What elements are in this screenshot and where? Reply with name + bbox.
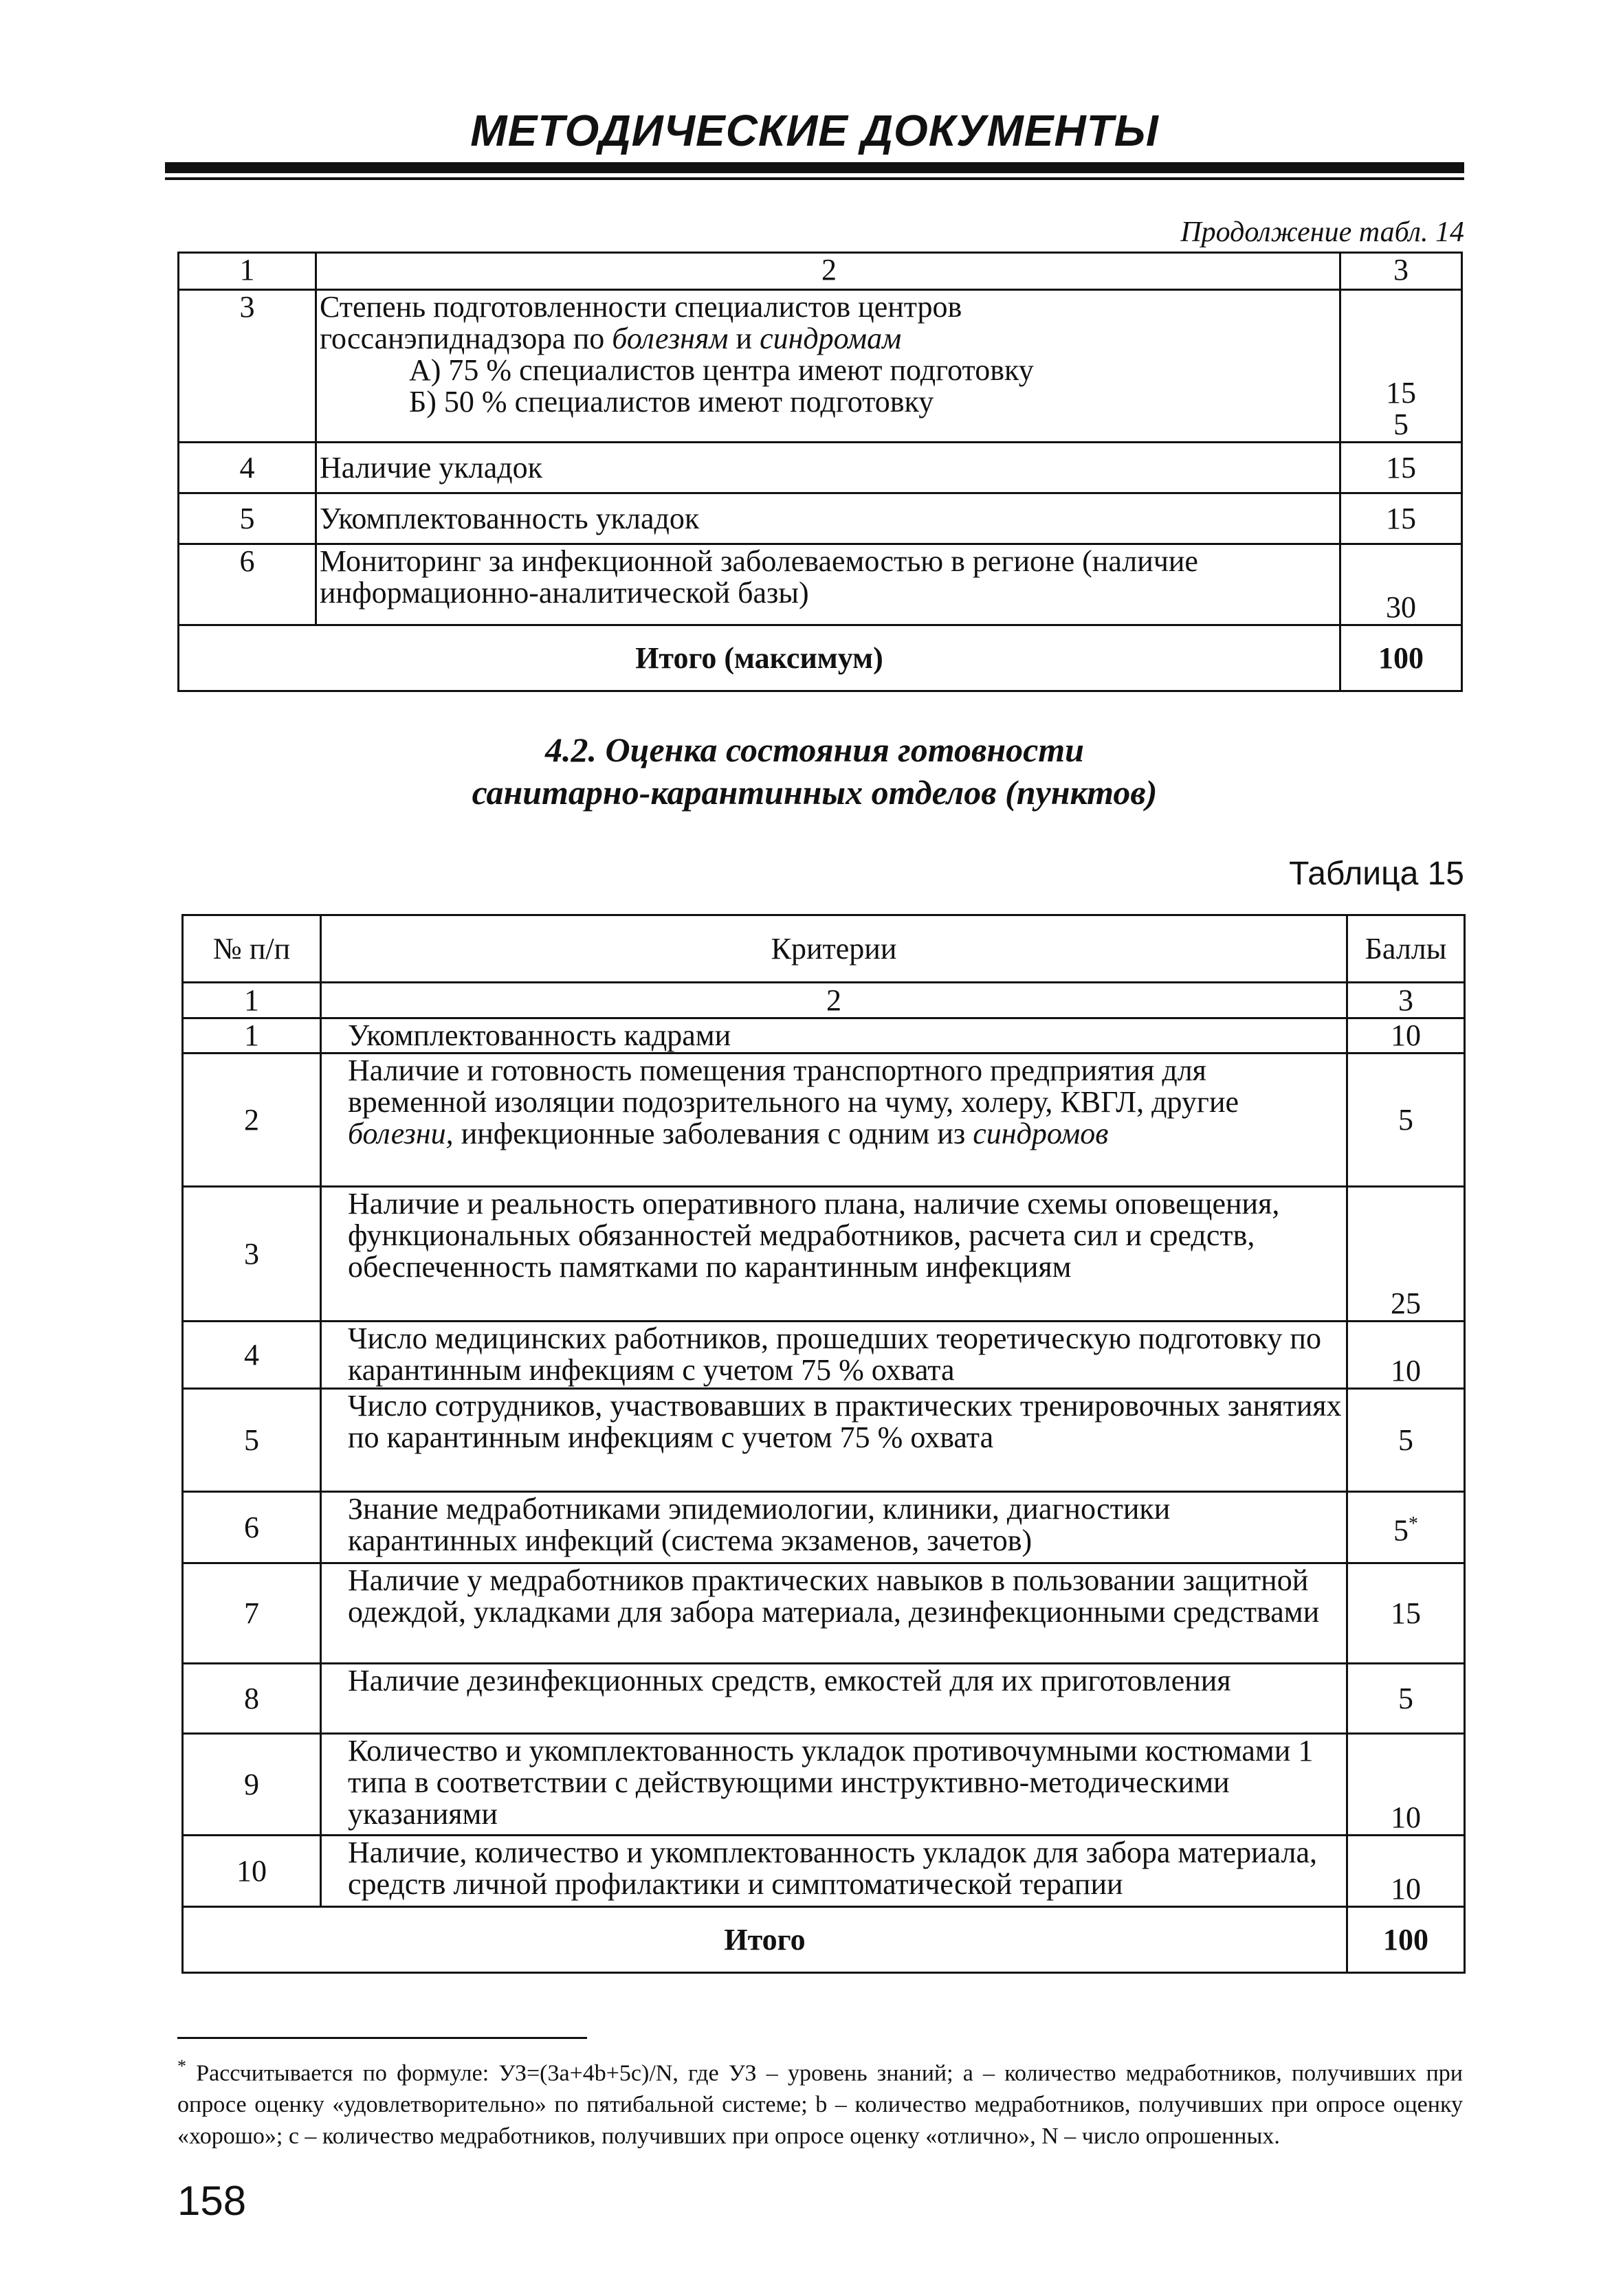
criterion-text: Наличие у медработников практических навыков в пользовании защитной одеждой, укладками для забора материала, дезинфекционными средствами: [321, 1563, 1347, 1664]
section-title-line: 4.2. Оценка состояния готовности: [545, 731, 1084, 769]
criterion-text: [316, 290, 1340, 443]
section-title-line: санитарно-карантинных отделов (пунктов): [472, 773, 1158, 812]
points-value: 15: [1340, 493, 1462, 544]
points-value: 15: [1386, 376, 1416, 410]
row-number: 6: [179, 544, 316, 625]
running-head-title: МЕТОДИЧЕСКИЕ ДОКУМЕНТЫ: [470, 106, 1159, 155]
criterion-text: Мониторинг за инфекционной заболеваемостью в регионе (наличие информационно-аналитической базы): [316, 544, 1340, 625]
col-number-3: 3: [1347, 983, 1465, 1018]
points-value: 10: [1347, 1322, 1465, 1389]
table-15: [181, 914, 1466, 1974]
row-number: 6: [183, 1492, 321, 1563]
criterion-text: Наличие, количество и укомплектованность укладок для забора материала, средств личной профилактики и симптоматической терапии: [321, 1836, 1347, 1907]
table-row: [179, 253, 1462, 290]
total-value: 100: [1347, 1907, 1465, 1973]
footnote-marker: *: [1409, 1513, 1418, 1535]
total-label: Итого (максимум): [179, 625, 1340, 691]
table-row: [183, 1389, 1465, 1492]
points-cell: [1340, 290, 1462, 443]
header-criteria: Критерии: [321, 915, 1347, 983]
table-row: [179, 493, 1462, 544]
sub-item-a: А) 75 % специалистов центра имеют подготовку: [409, 353, 1034, 387]
table-row: [183, 1734, 1465, 1836]
table-row: [183, 1018, 1465, 1054]
criterion-text: Знание медработниками эпидемиологии, клиники, диагностики карантинных инфекций (система экзаменов, зачетов): [321, 1492, 1347, 1563]
row-number: 4: [183, 1322, 321, 1389]
criterion-text: Количество и укомплектованность укладок противочумными костюмами 1 типа в соответствии с действующими инструктивно-методическими указаниями: [321, 1734, 1347, 1836]
points-value: 10: [1347, 1734, 1465, 1836]
points-value: 10: [1347, 1018, 1465, 1054]
sub-item-b: Б) 50 % специалистов имеют подготовку: [409, 385, 934, 419]
points-value: 5: [1393, 1513, 1409, 1548]
criterion-text: [321, 1054, 1347, 1187]
criterion-line: госсанэпиднадзора по: [320, 322, 612, 355]
table-row: [179, 443, 1462, 493]
page-number: 158: [177, 2178, 247, 2224]
criterion-text: Укомплектованность кадрами: [321, 1018, 1347, 1054]
criterion-italic: синдромов: [973, 1117, 1109, 1150]
row-number: 1: [183, 1018, 321, 1054]
criterion-text: Наличие укладок: [316, 443, 1340, 493]
table-row: [183, 1563, 1465, 1664]
criterion-text: Укомплектованность укладок: [316, 493, 1340, 544]
criterion-part: Наличие и готовность помещения транспортного предприятия для временной изоляции подозрительного на чуму, холеру, КВГЛ, другие: [348, 1054, 1239, 1119]
header-number: № п/п: [183, 915, 321, 983]
col-number-1: 1: [183, 983, 321, 1018]
col-number-2: 2: [316, 253, 1340, 290]
row-number: 8: [183, 1664, 321, 1734]
col-number-3: 3: [1340, 253, 1462, 290]
table15-label: Таблица 15: [1289, 856, 1464, 892]
table-total-row: [183, 1907, 1465, 1973]
row-number: 9: [183, 1734, 321, 1836]
criterion-line: и: [728, 322, 760, 355]
header-points: Баллы: [1347, 915, 1465, 983]
criterion-part: инфекционные заболевания с одним из: [453, 1117, 973, 1150]
table-header-row: [183, 915, 1465, 983]
row-number: 7: [183, 1563, 321, 1664]
points-value: 5: [1347, 1054, 1465, 1187]
row-number: 10: [183, 1836, 321, 1907]
table-row: [183, 1322, 1465, 1389]
table-row: [183, 983, 1465, 1018]
footnote-text: Рассчитывается по формуле: УЗ=(3а+4b+5с)/N, где УЗ – уровень знаний; а – количество медработников, получивших при опросе оценку «удовлетворительно» по пятибальной системе; b – количество медработников, получивших при опросе оценку «хорошо»; с – количество медработников, получивших при опросе оценку «отлично», N – число опрошенных.: [177, 2060, 1463, 2150]
row-number: 3: [183, 1187, 321, 1322]
table-row: [179, 544, 1462, 625]
table-row: [183, 1836, 1465, 1907]
criterion-italic: болезням: [612, 322, 729, 355]
table-row: [179, 290, 1462, 443]
footnote-mark: *: [177, 2056, 186, 2076]
total-value: 100: [1340, 625, 1462, 691]
points-cell: [1347, 1492, 1465, 1563]
criterion-text: Число сотрудников, участвовавших в практических тренировочных занятиях по карантинным инфекциям с учетом 75 % охвата: [321, 1389, 1347, 1492]
page-header: [165, 103, 1464, 180]
table-row: [183, 1664, 1465, 1734]
criterion-text: Наличие и реальность оперативного плана, наличие схемы оповещения, функциональных обязанностей медработников, расчета сил и средств, обеспеченность памятками по карантинным инфекциям: [321, 1187, 1347, 1322]
points-value: 5: [1393, 408, 1409, 441]
table14-continuation-caption: Продолжение табл. 14: [1180, 216, 1464, 248]
criterion-text: Число медицинских работников, прошедших теоретическую подготовку по карантинным инфекциям с учетом 75 % охвата: [321, 1322, 1347, 1389]
row-number: 3: [179, 290, 316, 443]
points-value: 15: [1347, 1563, 1465, 1664]
table-total-row: [179, 625, 1462, 691]
criterion-line: Степень подготовленности специалистов центров: [320, 290, 962, 324]
points-value: 5: [1347, 1664, 1465, 1734]
footnote-rule: [177, 2037, 587, 2039]
criterion-italic: синдромам: [760, 322, 902, 355]
table-14: [177, 252, 1463, 692]
col-number-2: 2: [321, 983, 1347, 1018]
table-row: [183, 1492, 1465, 1563]
footnote: [177, 2051, 1463, 2152]
row-number: 5: [183, 1389, 321, 1492]
total-label: Итого: [183, 1907, 1347, 1973]
points-value: 15: [1340, 443, 1462, 493]
points-value: 10: [1347, 1836, 1465, 1907]
points-value: 25: [1347, 1187, 1465, 1322]
row-number: 2: [183, 1054, 321, 1187]
row-number: 5: [179, 493, 316, 544]
table-row: [183, 1054, 1465, 1187]
section-title: [165, 728, 1464, 814]
table-row: [183, 1187, 1465, 1322]
points-value: 5: [1347, 1389, 1465, 1492]
criterion-italic: болезни,: [348, 1117, 454, 1150]
col-number-1: 1: [179, 253, 316, 290]
row-number: 4: [179, 443, 316, 493]
header-rule-thick: [165, 162, 1464, 173]
criterion-text: Наличие дезинфекционных средств, емкостей для их приготовления: [321, 1664, 1347, 1734]
header-rule-thin: [165, 177, 1464, 180]
points-value: 30: [1340, 544, 1462, 625]
